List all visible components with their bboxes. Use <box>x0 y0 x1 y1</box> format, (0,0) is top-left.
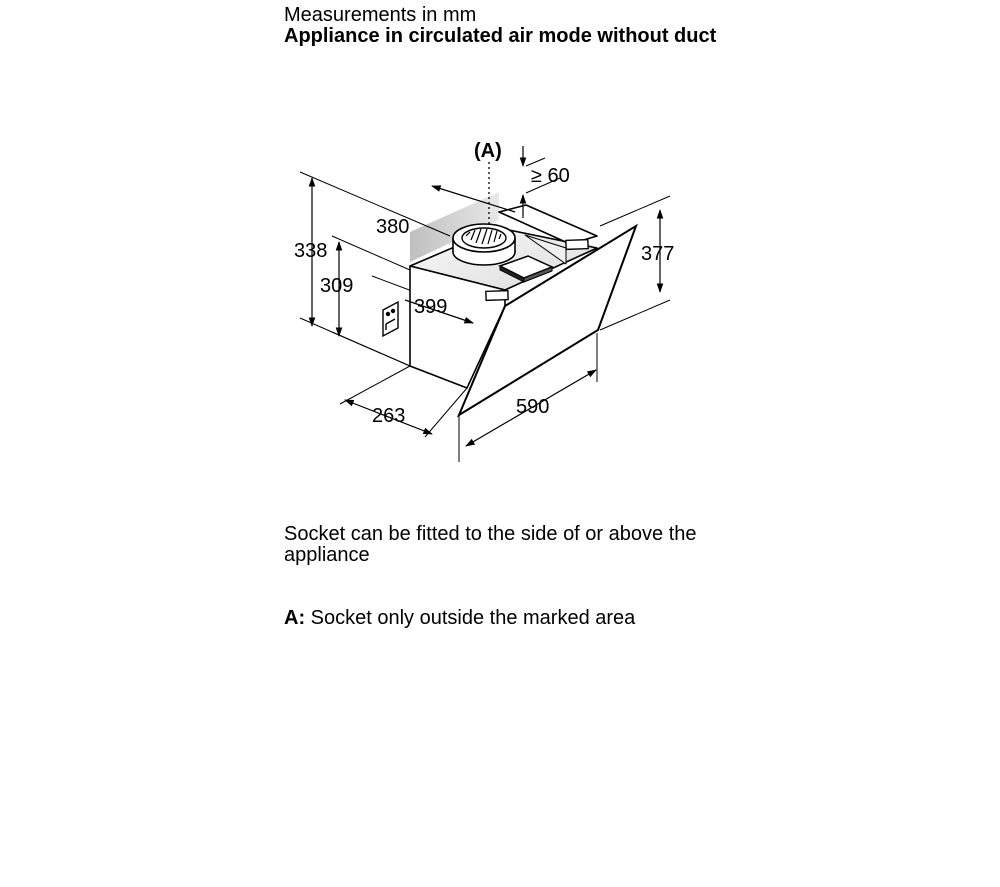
socket-fit-note: Socket can be fitted to the side of or above the appliance <box>284 523 697 566</box>
dim-width-top: 380 <box>376 216 410 238</box>
bracket-top-right <box>566 240 588 250</box>
diagram-title: Appliance in circulated air mode without duct <box>284 25 717 47</box>
legend-a-text: Socket only outside the marked area <box>310 607 636 629</box>
bracket-front <box>486 291 508 301</box>
socket-icon <box>383 302 398 336</box>
label-a: (A) <box>474 140 502 162</box>
measurement-unit-note: Measurements in mm <box>284 4 477 26</box>
dim-depth-bottom: 263 <box>372 405 406 427</box>
fan-unit <box>453 224 515 265</box>
dim-height-total: 338 <box>294 240 328 262</box>
dim-height-glass: 377 <box>641 243 675 265</box>
legend-a-key: A: <box>284 607 306 629</box>
dim-depth: 399 <box>414 296 448 318</box>
dim-width: 590 <box>516 396 550 418</box>
dim-min-gap: ≥ 60 <box>531 165 570 187</box>
dim-height-inner: 309 <box>320 275 354 297</box>
legend-a-note <box>284 608 744 629</box>
